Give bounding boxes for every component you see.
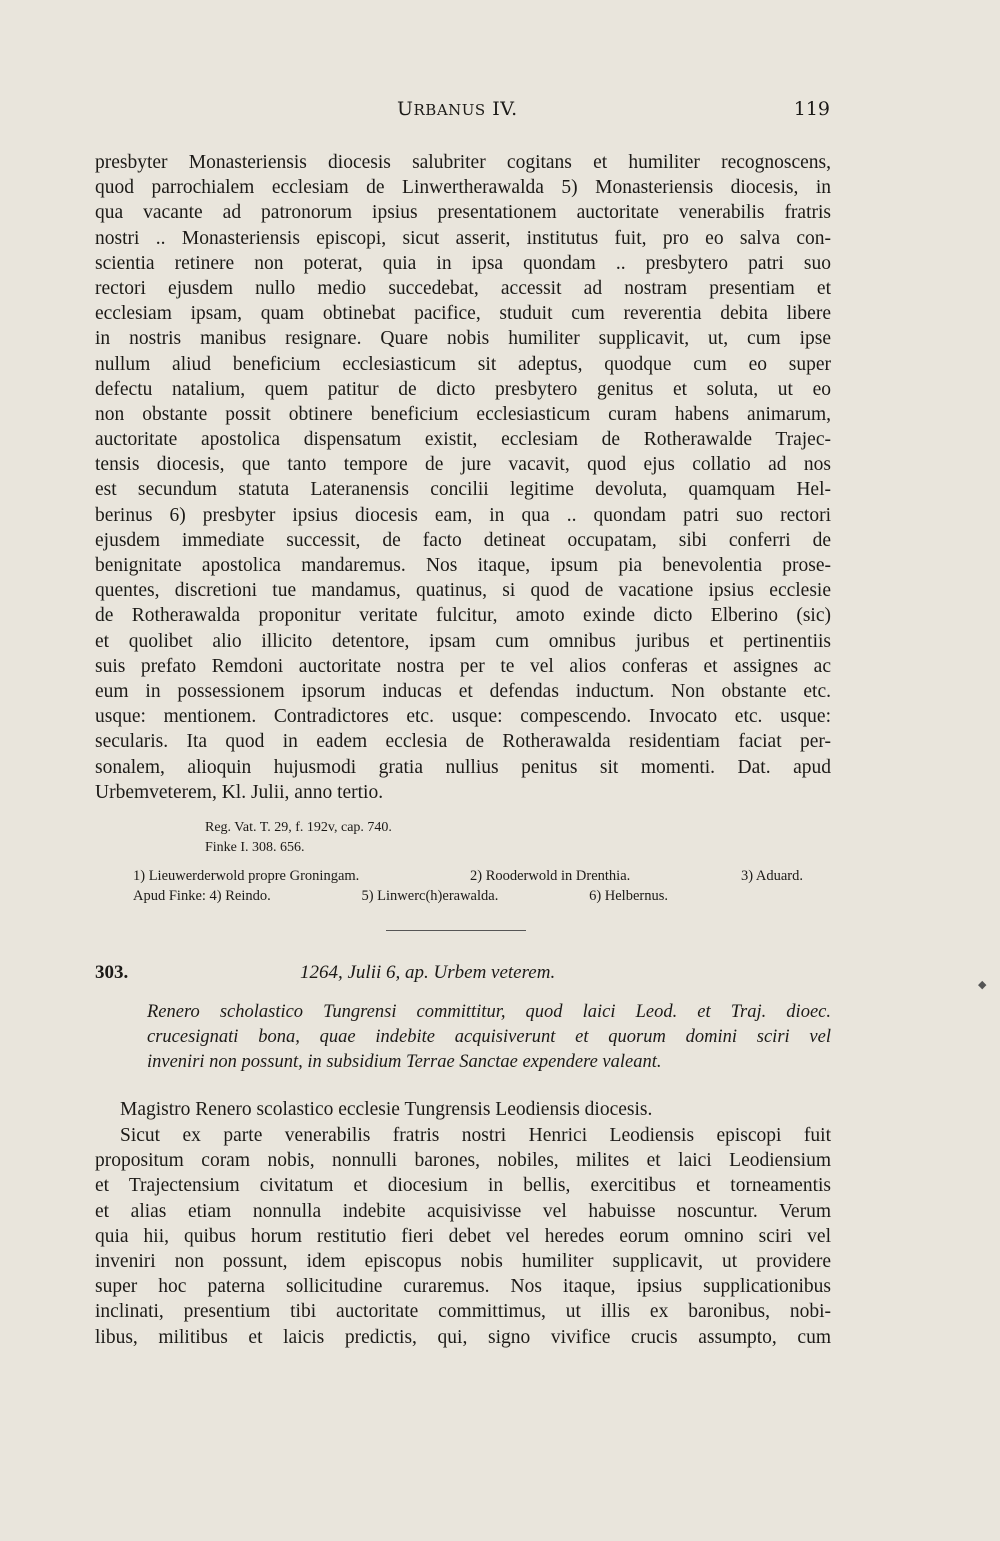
footnote: 1) Lieuwerderwold propre Groningam. (133, 868, 360, 884)
footnote: 6) Helbernus. (589, 888, 668, 904)
text-line: non obstante possit obtinere beneficium ecclesiasticum curam habens animarum, (95, 403, 831, 425)
regest-line: Renero scholastico Tungrensi committitur, quod laici Leod. et Traj. dioec. (147, 1002, 831, 1022)
document-body (95, 1123, 831, 1350)
footnote: 2) Rooderwold in Drenthia. (470, 868, 631, 884)
footnotes (133, 866, 803, 906)
margin-mark: ◆ (978, 978, 987, 991)
text-line: est secundum statuta Lateranensis concilii legitime devoluta, quamquam Hel- (95, 479, 831, 501)
text-line: quentes, discretioni tue mandamus, quatinus, si quod de vacatione ipsius ecclesie (95, 580, 831, 602)
document-heading (95, 962, 831, 988)
text-line: eum in possessionem ipsorum inducas et defendas inductum. Non obstante etc. (95, 680, 831, 702)
text-line: et quolibet alio illicito detentore, ipsam cum omnibus juribus et pertinentiis (95, 630, 831, 652)
regest-line: inveniri non possunt, in subsidium Terrae Sanctae expendere valeant. (147, 1052, 662, 1072)
text-line: usque: mentionem. Contradictores etc. usque: compescendo. Invocato etc. usque: (95, 706, 831, 728)
footnote: 3) Aduard. (740, 868, 803, 884)
body-line: propositum coram nobis, nonnulli barones, nobiles, milites et laici Leodiensium (95, 1150, 831, 1172)
text-line: benignitate apostolica mandaremus. Nos itaque, ipsum pia benevolentia prose- (95, 555, 831, 576)
text-line: Urbemveterem, Kl. Julii, anno tertio. (95, 781, 384, 803)
text-line: nostri .. Monasteriensis episcopi, sicut asserit, institutus fuit, pro eo salva con- (95, 227, 831, 249)
register-citation (205, 818, 392, 858)
running-title: URBANUS IV. (397, 98, 518, 120)
document-number: 303. (95, 962, 129, 983)
text-line: de Rotherawalda proponitur veritate fulcitur, amoto exinde dicto Elberino (sic) (95, 605, 831, 627)
body-line: et alias etiam nonnulla indebite acquisivisse vel habuisse noscuntur. Verum (95, 1200, 831, 1222)
text-line: berinus 6) presbyter ipsius diocesis eam, in qua .. quondam patri suo rectori (95, 504, 831, 526)
page-number: 119 (793, 98, 830, 120)
text-line: nullum aliud beneficium ecclesiasticum sit adeptus, quodque cum eo super (95, 353, 831, 375)
footnote: 5) Linwerc(h)erawalda. (361, 888, 499, 904)
text-line: sonalem, alioquin hujusmodi gratia nullius penitus sit momenti. Dat. apud (95, 756, 831, 778)
text-line: scientia retinere non poterat, quia in ipsa quondam .. presbytero patri suo (95, 252, 831, 274)
citation-line: Reg. Vat. T. 29, f. 192v, cap. 740. (205, 820, 392, 835)
body-line: inclinati, presentium tibi auctoritate committimus, ut illis ex baronibus, nobi- (95, 1301, 831, 1323)
footnote-row (133, 886, 668, 906)
text-line: qua vacante ad patronorum ipsius presentationem auctoritate venerabilis fratris (95, 202, 831, 224)
body-line: Sicut ex parte venerabilis fratris nostri Henrici Leodiensis episcopi fuit (120, 1125, 831, 1146)
body-line: inveniri non possunt, idem episcopus nobis humiliter supplicavit, ut providere (95, 1250, 831, 1272)
text-line: auctoritate apostolica dispensatum existit, ecclesiam de Rotherawalde Trajec- (95, 429, 831, 451)
body-line: et Trajectensium civitatum et diocesium in bellis, exercitibus et torneamentis (95, 1175, 831, 1197)
footnote: Apud Finke: 4) Reindo. (133, 888, 271, 904)
text-line: secularis. Ita quod in eadem ecclesia de Rotherawalda residentiam faciat per- (95, 731, 831, 753)
address-line: Magistro Renero scolastico ecclesie Tungrensis Leodiensis diocesis. (120, 1099, 653, 1120)
footnote-row (133, 866, 803, 886)
text-line: presbyter Monasteriensis diocesis salubriter cogitans et humiliter recognoscens, (95, 152, 831, 173)
regest-line: crucesignati bona, quae indebite acquisiverunt et quorum domini sciri vel (147, 1027, 831, 1047)
document-date: 1264, Julii 6, ap. Urbem veterem. (300, 962, 556, 983)
text-line: suis prefato Remdoni auctoritate nostra per te vel alios conferas et assignes ac (95, 655, 831, 677)
body-line: super hoc paterna sollicitudine curaremus. Nos itaque, ipsius supplicationibus (95, 1276, 831, 1298)
continued-letter-text (95, 150, 831, 805)
page-header (95, 98, 830, 128)
document-address (95, 1097, 831, 1122)
body-line: libus, militibus et laicis predictis, qui, signo vivifice crucis assumpto, cum (95, 1326, 831, 1348)
section-divider (386, 930, 526, 931)
text-line: rectori ejusdem nullo medio succedebat, accessit ad nostram presentiam et (95, 277, 831, 299)
body-line: quia hii, quibus horum restitutio fieri debet vel heredes eorum omnino sciri vel (95, 1225, 831, 1247)
text-line: tensis diocesis, que tanto tempore de jure vacavit, quod ejus collatio ad nos (95, 454, 831, 476)
text-line: ecclesiam ipsam, quam obtinebat pacifice, studuit cum reverentia debita libere (95, 303, 831, 325)
text-line: defectu natalium, quem patitur de dicto presbytero genitus et soluta, ut eo (95, 378, 831, 400)
text-line: quod parrochialem ecclesiam de Linwertherawalda 5) Monasteriensis diocesis, in (95, 177, 831, 199)
text-line: in nostris manibus resignare. Quare nobis humiliter supplicavit, ut, cum ipse (95, 328, 831, 350)
citation-line: Finke I. 308. 656. (205, 840, 305, 855)
regest-summary (147, 1000, 831, 1075)
text-line: ejusdem immediate successit, de facto detineat occupatam, sibi conferri de (95, 529, 831, 551)
